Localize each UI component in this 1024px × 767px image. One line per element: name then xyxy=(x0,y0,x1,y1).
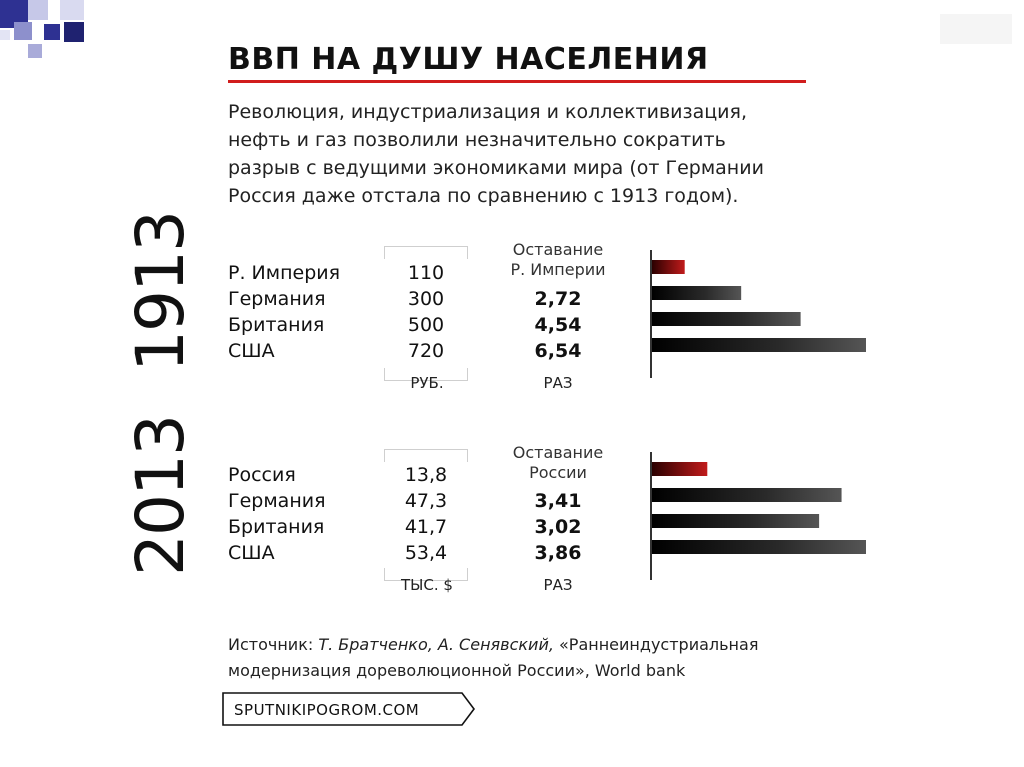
site-badge[interactable] xyxy=(222,692,482,732)
value-unit: РУБ. xyxy=(410,374,444,392)
value-cell: 300 xyxy=(407,288,445,310)
ratio-cell: 3,02 xyxy=(534,516,582,538)
bar-0 xyxy=(652,462,707,476)
badge-text: SPUTNIKIPOGROM.COM xyxy=(234,701,420,719)
value-cell: 500 xyxy=(407,314,445,336)
source-label: Источник: xyxy=(228,635,314,654)
value-unit: ТЫС. $ xyxy=(401,576,453,594)
source-line: модернизация дореволюционной России», World bank xyxy=(228,661,686,680)
intro-line: разрыв с ведущими экономиками мира (от Германии xyxy=(228,157,764,179)
value-cell: 13,8 xyxy=(404,464,448,486)
lag-header xyxy=(483,443,633,483)
bar-3 xyxy=(652,338,866,352)
source-note xyxy=(228,632,928,684)
ratio-cell: 3,86 xyxy=(534,542,582,564)
ratio-unit: РАЗ xyxy=(543,374,573,392)
bar-0 xyxy=(652,260,685,274)
country-label: Россия xyxy=(228,464,296,486)
source-authors: Т. Братченко, А. Сенявский, xyxy=(318,635,554,654)
country-label: Британия xyxy=(228,314,325,336)
intro-line: нефть и газ позволили незначительно сократить xyxy=(228,129,726,151)
year-label: 1913 xyxy=(122,212,199,372)
source-title: «Раннеиндустриальная xyxy=(559,635,759,654)
value-cell: 41,7 xyxy=(404,516,448,538)
bar-3 xyxy=(652,540,866,554)
ratio-cell: 2,72 xyxy=(534,288,582,310)
lag-header-line: Оставание xyxy=(512,443,604,462)
bar-2 xyxy=(652,514,819,528)
country-label: Германия xyxy=(228,288,326,310)
page-title: ВВП НА ДУШУ НАСЕЛЕНИЯ xyxy=(228,42,709,77)
value-cell: 53,4 xyxy=(404,542,448,564)
country-label: Р. Империя xyxy=(228,262,341,284)
bar-plot xyxy=(652,460,872,570)
bar-1 xyxy=(652,488,842,502)
bar-2 xyxy=(652,312,801,326)
lag-header-line: России xyxy=(529,463,587,482)
country-label: США xyxy=(228,340,275,362)
values-bracket-top xyxy=(384,449,468,462)
ratio-cell: 6,54 xyxy=(534,340,582,362)
intro-line: Революция, индустриализация и коллективизация, xyxy=(228,101,748,123)
ratio-unit: РАЗ xyxy=(543,576,573,594)
ratio-cell: 4,54 xyxy=(534,314,582,336)
badge-frame xyxy=(222,692,482,728)
value-cell: 110 xyxy=(407,262,445,284)
intro-text xyxy=(228,98,888,210)
values-bracket-top xyxy=(384,246,468,259)
lag-header xyxy=(483,240,633,280)
intro-line: Россия даже отстала по сравнению с 1913 годом). xyxy=(228,185,739,207)
country-label: Британия xyxy=(228,516,325,538)
bar-1 xyxy=(652,286,741,300)
lag-header-line: Р. Империи xyxy=(510,260,606,279)
bar-plot xyxy=(652,258,872,368)
value-cell: 47,3 xyxy=(404,490,448,512)
ratio-cell: 3,41 xyxy=(534,490,582,512)
value-cell: 720 xyxy=(407,340,445,362)
title-underline xyxy=(228,80,806,83)
country-label: Германия xyxy=(228,490,326,512)
country-label: США xyxy=(228,542,275,564)
lag-header-line: Оставание xyxy=(512,240,604,259)
year-label: 2013 xyxy=(122,416,199,576)
corner-panel xyxy=(940,14,1012,44)
